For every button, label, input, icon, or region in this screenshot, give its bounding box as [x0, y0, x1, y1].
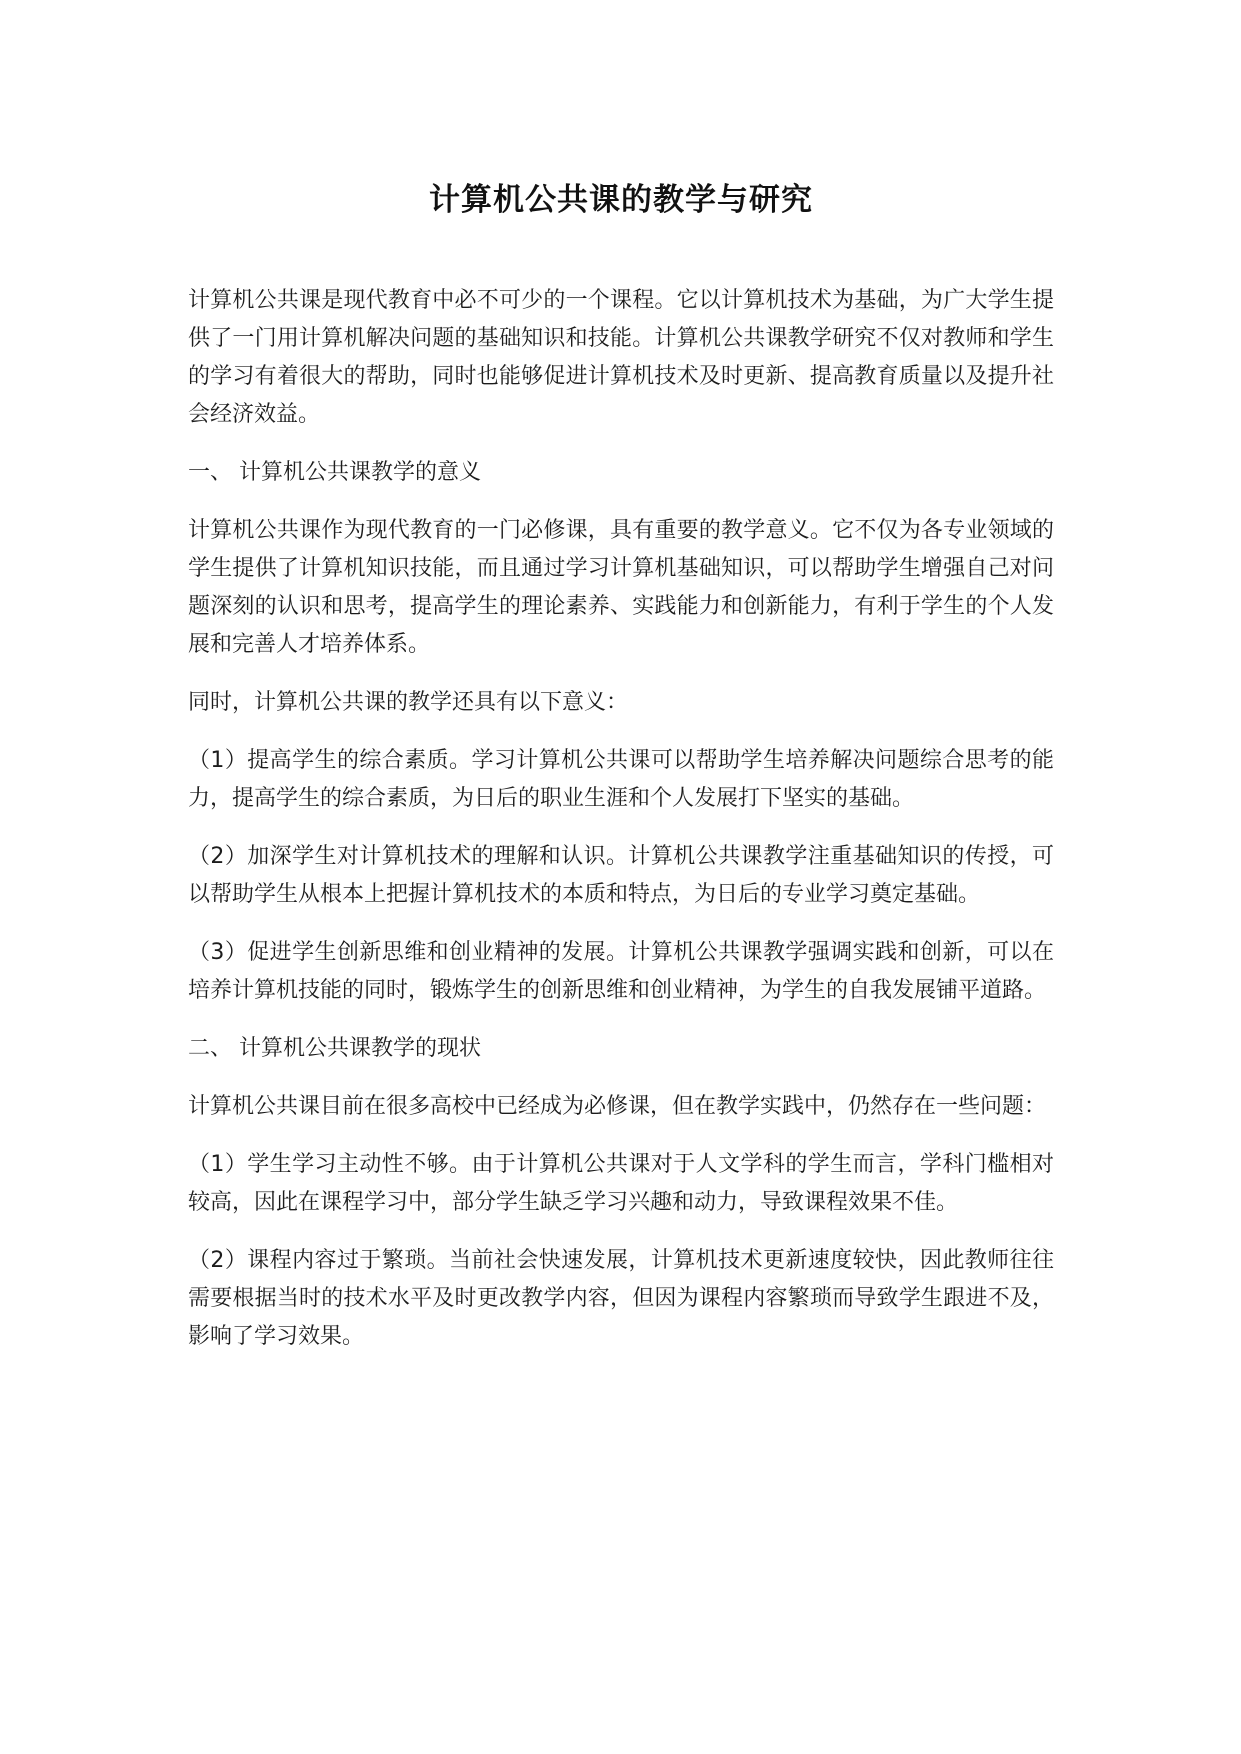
section-1-item-3: （3）促进学生创新思维和创业精神的发展。计算机公共课教学强调实践和创新，可以在培养计算机技能的同时，锻炼学生的创新思维和创业精神，为学生的自我发展铺平道路。	[188, 940, 1054, 1003]
document-title: 计算机公共课的教学与研究	[429, 182, 813, 218]
intro-paragraph: 计算机公共课是现代教育中必不可少的一个课程。它以计算机技术为基础，为广大学生提供了一门用计算机解决问题的基础知识和技能。计算机公共课教学研究不仅对教师和学生的学习有着很大的帮助，同时也能够促进计算机技术及时更新、提高教育质量以及提升社会经济效益。	[188, 288, 1054, 427]
section-1-item-2: （2）加深学生对计算机技术的理解和认识。计算机公共课教学注重基础知识的传授，可以帮助学生从根本上把握计算机技术的本质和特点，为日后的专业学习奠定基础。	[188, 844, 1054, 907]
document-body	[188, 282, 1054, 1356]
section-1-item-1: （1）提高学生的综合素质。学习计算机公共课可以帮助学生培养解决问题综合思考的能力，提高学生的综合素质，为日后的职业生涯和个人发展打下坚实的基础。	[188, 748, 1054, 811]
section-2-paragraph: 计算机公共课目前在很多高校中已经成为必修课，但在教学实践中，仍然存在一些问题：	[188, 1094, 1047, 1119]
document-content	[188, 178, 1054, 1376]
section-heading-1: 一、 计算机公共课教学的意义	[188, 460, 481, 485]
section-heading-2: 二、 计算机公共课教学的现状	[188, 1036, 481, 1061]
section-1-list-intro: 同时，计算机公共课的教学还具有以下意义：	[188, 690, 629, 715]
section-2-item-1: （1）学生学习主动性不够。由于计算机公共课对于人文学科的学生而言，学科门槛相对较高，因此在课程学习中，部分学生缺乏学习兴趣和动力，导致课程效果不佳。	[188, 1152, 1054, 1215]
section-2-item-2: （2）课程内容过于繁琐。当前社会快速发展，计算机技术更新速度较快，因此教师往往需要根据当时的技术水平及时更改教学内容，但因为课程内容繁琐而导致学生跟进不及，影响了学习效果。	[188, 1248, 1054, 1349]
section-1-paragraph: 计算机公共课作为现代教育的一门必修课，具有重要的教学意义。它不仅为各专业领域的学生提供了计算机知识技能，而且通过学习计算机基础知识，可以帮助学生增强自己对问题深刻的认识和思考，提高学生的理论素养、实践能力和创新能力，有利于学生的个人发展和完善人才培养体系。	[188, 518, 1054, 657]
